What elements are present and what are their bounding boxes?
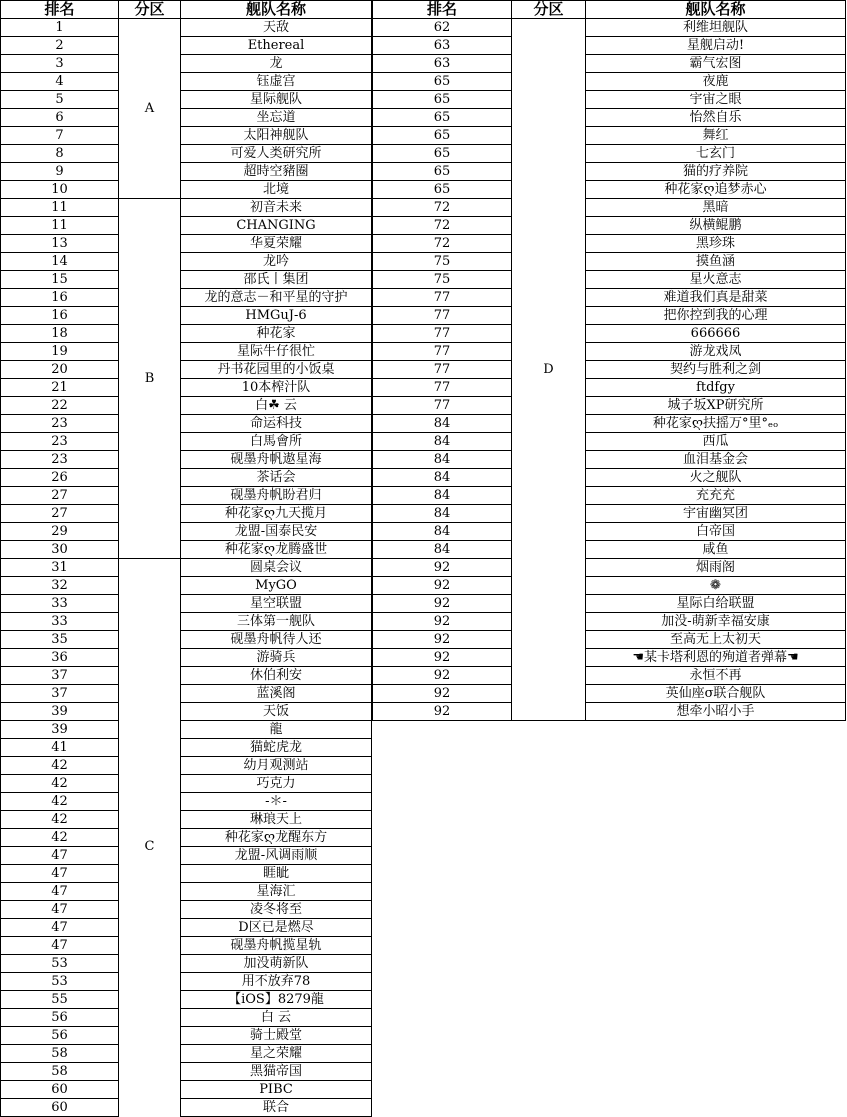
left-rank-cell: 42 (0, 811, 119, 829)
left-fleet-name-cell: 用不放弃78 (181, 973, 372, 991)
right-rank-cell: 72 (372, 217, 512, 235)
left-rank-cell: 2 (0, 37, 119, 55)
left-rank-cell: 42 (0, 793, 119, 811)
left-fleet-name-cell: MyGO (181, 577, 372, 595)
left-rank-cell: 29 (0, 523, 119, 541)
left-fleet-name-cell: 丹书花园里的小饭桌 (181, 361, 372, 379)
right-fleet-name-cell: 星舰启动! (586, 37, 846, 55)
right-rank-cell: 77 (372, 325, 512, 343)
left-rank-cell: 6 (0, 109, 119, 127)
right-rank-cell: 72 (372, 199, 512, 217)
right-fleet-name-cell: 666666 (586, 325, 846, 343)
right-fleet-name-cell: 契约与胜利之剑 (586, 361, 846, 379)
right-fleet-name-cell: 种花家ღ追梦赤心 (586, 181, 846, 199)
left-rank-cell: 58 (0, 1045, 119, 1063)
left-fleet-name-cell: 睚眦 (181, 865, 372, 883)
left-rank-cell: 1 (0, 19, 119, 37)
left-fleet-name-cell: 砚墨舟帆盼君归 (181, 487, 372, 505)
right-fleet-name-cell: 宇宙之眼 (586, 91, 846, 109)
right-fleet-name-cell: 血泪基金会 (586, 451, 846, 469)
left-rank-cell: 53 (0, 955, 119, 973)
right-fleet-name-cell: 把你控到我的心理 (586, 307, 846, 325)
left-rank-cell: 26 (0, 469, 119, 487)
left-rank-cell: 32 (0, 577, 119, 595)
left-fleet-name-cell: 白☘ 云 (181, 397, 372, 415)
left-rank-cell: 47 (0, 919, 119, 937)
right-fleet-name-cell: 种花家ღ扶摇万°里°ₑₒ (586, 415, 846, 433)
right-fleet-name-cell: 利维坦舰队 (586, 19, 846, 37)
left-fleet-name-cell: CHANGING (181, 217, 372, 235)
right-rank-cell: 77 (372, 397, 512, 415)
left-rank-cell: 27 (0, 505, 119, 523)
left-rank-cell: 36 (0, 649, 119, 667)
right-rank-cell: 75 (372, 253, 512, 271)
left-fleet-name-cell: 加没萌新队 (181, 955, 372, 973)
left-fleet-name-cell: -＊- (181, 793, 372, 811)
left-rank-cell: 22 (0, 397, 119, 415)
left-rank-cell: 15 (0, 271, 119, 289)
right-fleet-name-cell: 七玄门 (586, 145, 846, 163)
right-rank-cell: 84 (372, 415, 512, 433)
left-rank-cell: 60 (0, 1081, 119, 1099)
left-fleet-name-cell: 星海汇 (181, 883, 372, 901)
left-rank-cell: 56 (0, 1027, 119, 1045)
right-header-zone: 分区 (512, 0, 586, 19)
left-fleet-name-cell: 天敌 (181, 19, 372, 37)
right-rank-cell: 77 (372, 307, 512, 325)
left-rank-cell: 31 (0, 559, 119, 577)
left-rank-cell: 41 (0, 739, 119, 757)
left-rank-cell: 37 (0, 685, 119, 703)
right-rank-cell: 65 (372, 91, 512, 109)
right-fleet-name-cell: 怡然自乐 (586, 109, 846, 127)
left-fleet-name-cell: 砚墨舟帆待人还 (181, 631, 372, 649)
left-rank-cell: 56 (0, 1009, 119, 1027)
left-rank-cell: 18 (0, 325, 119, 343)
right-header-name: 舰队名称 (586, 0, 846, 19)
right-rank-cell: 92 (372, 631, 512, 649)
left-rank-cell: 58 (0, 1063, 119, 1081)
left-zone-cell-a: A (119, 19, 181, 199)
right-fleet-name-cell: 充充充 (586, 487, 846, 505)
left-rank-cell: 7 (0, 127, 119, 145)
right-fleet-name-cell: 至高无上太初天 (586, 631, 846, 649)
right-fleet-name-cell: 摸鱼涵 (586, 253, 846, 271)
right-rank-cell: 92 (372, 559, 512, 577)
left-rank-cell: 47 (0, 865, 119, 883)
right-rank-cell: 77 (372, 361, 512, 379)
left-rank-cell: 42 (0, 757, 119, 775)
right-fleet-name-cell: 火之舰队 (586, 469, 846, 487)
left-rank-cell: 39 (0, 721, 119, 739)
right-fleet-name-cell: 黑暗 (586, 199, 846, 217)
right-rank-cell: 75 (372, 271, 512, 289)
right-rank-cell: 92 (372, 703, 512, 721)
right-header-rank: 排名 (372, 0, 512, 19)
right-rank-cell: 65 (372, 145, 512, 163)
left-fleet-name-cell: 凌冬将至 (181, 901, 372, 919)
right-fleet-name-cell: 游龙戏凤 (586, 343, 846, 361)
right-rank-cell: 92 (372, 577, 512, 595)
right-rank-cell: 77 (372, 289, 512, 307)
left-rank-cell: 23 (0, 451, 119, 469)
right-rank-cell: 63 (372, 55, 512, 73)
left-fleet-name-cell: 太阳神舰队 (181, 127, 372, 145)
right-rank-cell: 65 (372, 73, 512, 91)
right-rank-cell: 72 (372, 235, 512, 253)
left-fleet-name-cell: 可爱人类研究所 (181, 145, 372, 163)
right-rank-cell: 92 (372, 595, 512, 613)
left-fleet-name-cell: 华夏荣耀 (181, 235, 372, 253)
right-rank-cell: 65 (372, 163, 512, 181)
left-fleet-name-cell: 游骑兵 (181, 649, 372, 667)
left-fleet-name-cell: 猫蛇虎龙 (181, 739, 372, 757)
left-rank-cell: 3 (0, 55, 119, 73)
right-fleet-name-cell: 星火意志 (586, 271, 846, 289)
left-fleet-name-cell: 白 云 (181, 1009, 372, 1027)
right-fleet-name-cell: ❁ (586, 577, 846, 595)
right-rank-cell: 77 (372, 343, 512, 361)
left-rank-cell: 35 (0, 631, 119, 649)
right-fleet-name-cell: 星际白给联盟 (586, 595, 846, 613)
left-rank-cell: 23 (0, 415, 119, 433)
left-rank-cell: 27 (0, 487, 119, 505)
left-fleet-name-cell: 10本榨汁队 (181, 379, 372, 397)
right-fleet-name-cell: 难道我们真是甜菜 (586, 289, 846, 307)
left-fleet-name-cell: 星空联盟 (181, 595, 372, 613)
right-fleet-name-cell: 纵横鲲鹏 (586, 217, 846, 235)
left-fleet-name-cell: Ethereal (181, 37, 372, 55)
right-rank-cell: 84 (372, 523, 512, 541)
left-fleet-name-cell: 茶话会 (181, 469, 372, 487)
left-rank-cell: 55 (0, 991, 119, 1009)
left-fleet-name-cell: 休伯利安 (181, 667, 372, 685)
left-fleet-name-cell: 龍 (181, 721, 372, 739)
right-rank-cell: 92 (372, 649, 512, 667)
left-fleet-name-cell: 白馬會所 (181, 433, 372, 451)
left-rank-cell: 47 (0, 937, 119, 955)
right-fleet-name-cell: 城子坂XP研究所 (586, 397, 846, 415)
left-rank-cell: 47 (0, 847, 119, 865)
right-fleet-name-cell: 舞红 (586, 127, 846, 145)
left-rank-cell: 30 (0, 541, 119, 559)
left-fleet-name-cell: 种花家 (181, 325, 372, 343)
left-header-name: 舰队名称 (181, 0, 372, 19)
left-fleet-name-cell: 龙吟 (181, 253, 372, 271)
left-fleet-name-cell: 砚墨舟帆揽星轨 (181, 937, 372, 955)
left-rank-cell: 11 (0, 199, 119, 217)
right-fleet-name-cell: 黑珍珠 (586, 235, 846, 253)
right-fleet-name-cell: 宇宙幽冥团 (586, 505, 846, 523)
left-rank-cell: 33 (0, 613, 119, 631)
left-fleet-name-cell: 天饭 (181, 703, 372, 721)
left-rank-cell: 53 (0, 973, 119, 991)
right-rank-cell: 77 (372, 379, 512, 397)
left-rank-cell: 9 (0, 163, 119, 181)
left-rank-cell: 47 (0, 883, 119, 901)
right-rank-cell: 92 (372, 667, 512, 685)
right-rank-cell: 84 (372, 487, 512, 505)
right-fleet-name-cell: 猫的疗养院 (586, 163, 846, 181)
left-rank-cell: 60 (0, 1099, 119, 1117)
left-header-rank: 排名 (0, 0, 119, 19)
left-rank-cell: 13 (0, 235, 119, 253)
left-fleet-name-cell: 超時空豬圈 (181, 163, 372, 181)
right-fleet-name-cell: 烟雨阁 (586, 559, 846, 577)
left-fleet-name-cell: 种花家ღ龙醒东方 (181, 829, 372, 847)
left-fleet-name-cell: 坐忘道 (181, 109, 372, 127)
right-rank-cell: 65 (372, 109, 512, 127)
left-rank-cell: 42 (0, 775, 119, 793)
left-fleet-name-cell: 三体第一舰队 (181, 613, 372, 631)
left-rank-cell: 14 (0, 253, 119, 271)
right-fleet-name-cell: ☚某卡塔利恩的殉道者弹幕☚ (586, 649, 846, 667)
right-fleet-name-cell: 加没-萌新幸福安康 (586, 613, 846, 631)
left-rank-cell: 21 (0, 379, 119, 397)
left-fleet-name-cell: 幼月观测站 (181, 757, 372, 775)
left-rank-cell: 33 (0, 595, 119, 613)
left-rank-cell: 23 (0, 433, 119, 451)
left-fleet-name-cell: 联合 (181, 1099, 372, 1117)
left-rank-cell: 8 (0, 145, 119, 163)
right-fleet-name-cell: 霸气宏图 (586, 55, 846, 73)
left-fleet-name-cell: 命运科技 (181, 415, 372, 433)
right-rank-cell: 84 (372, 451, 512, 469)
left-fleet-name-cell: 龙 (181, 55, 372, 73)
left-fleet-name-cell: 圆桌会议 (181, 559, 372, 577)
left-fleet-name-cell: 龙的意志－和平星的守护 (181, 289, 372, 307)
right-rank-cell: 63 (372, 37, 512, 55)
left-rank-cell: 47 (0, 901, 119, 919)
left-fleet-name-cell: 【iOS】8279龍 (181, 991, 372, 1009)
left-fleet-name-cell: 巧克力 (181, 775, 372, 793)
left-zone-cell-c: C (119, 559, 181, 1117)
right-zone-cell-d: D (512, 19, 586, 721)
right-fleet-name-cell: 西瓜 (586, 433, 846, 451)
right-rank-cell: 65 (372, 181, 512, 199)
left-fleet-name-cell: 黑猫帝国 (181, 1063, 372, 1081)
left-rank-cell: 39 (0, 703, 119, 721)
left-fleet-name-cell: 钰虚宫 (181, 73, 372, 91)
left-zone-cell-b: B (119, 199, 181, 559)
left-fleet-name-cell: 初音未来 (181, 199, 372, 217)
left-header-zone: 分区 (119, 0, 181, 19)
left-fleet-name-cell: 邵氏丨集团 (181, 271, 372, 289)
right-rank-cell: 84 (372, 433, 512, 451)
left-fleet-name-cell: 种花家ღ龙腾盛世 (181, 541, 372, 559)
right-rank-cell: 65 (372, 127, 512, 145)
right-fleet-name-cell: 永恒不再 (586, 667, 846, 685)
left-fleet-name-cell: 种花家ღ九天揽月 (181, 505, 372, 523)
left-fleet-name-cell: 龙盟-风调雨顺 (181, 847, 372, 865)
left-fleet-name-cell: 北境 (181, 181, 372, 199)
right-rank-cell: 62 (372, 19, 512, 37)
right-fleet-name-cell: 英仙座σ联合舰队 (586, 685, 846, 703)
left-fleet-name-cell: 砚墨舟帆遨星海 (181, 451, 372, 469)
left-fleet-name-cell: 骑士殿堂 (181, 1027, 372, 1045)
left-rank-cell: 4 (0, 73, 119, 91)
right-rank-cell: 92 (372, 613, 512, 631)
left-rank-cell: 19 (0, 343, 119, 361)
left-rank-cell: 20 (0, 361, 119, 379)
left-fleet-name-cell: 琳琅天上 (181, 811, 372, 829)
right-rank-cell: 84 (372, 469, 512, 487)
right-fleet-name-cell: 想牵小昭小手 (586, 703, 846, 721)
left-rank-cell: 37 (0, 667, 119, 685)
left-rank-cell: 16 (0, 307, 119, 325)
left-rank-cell: 11 (0, 217, 119, 235)
left-rank-cell: 16 (0, 289, 119, 307)
right-fleet-name-cell: 夜鹿 (586, 73, 846, 91)
right-rank-cell: 84 (372, 541, 512, 559)
left-fleet-name-cell: PIBC (181, 1081, 372, 1099)
right-rank-cell: 84 (372, 505, 512, 523)
right-rank-cell: 92 (372, 685, 512, 703)
left-fleet-name-cell: 星际牛仔很忙 (181, 343, 372, 361)
left-fleet-name-cell: 龙盟-国泰民安 (181, 523, 372, 541)
right-fleet-name-cell: ftdfgy (586, 379, 846, 397)
left-rank-cell: 5 (0, 91, 119, 109)
right-fleet-name-cell: 咸鱼 (586, 541, 846, 559)
left-fleet-name-cell: HMGuJ-6 (181, 307, 372, 325)
left-fleet-name-cell: 蓝溪阁 (181, 685, 372, 703)
right-fleet-name-cell: 白帝国 (586, 523, 846, 541)
left-fleet-name-cell: 星际舰队 (181, 91, 372, 109)
left-rank-cell: 10 (0, 181, 119, 199)
left-rank-cell: 42 (0, 829, 119, 847)
left-fleet-name-cell: D区已是燃尽 (181, 919, 372, 937)
left-fleet-name-cell: 星之荣耀 (181, 1045, 372, 1063)
